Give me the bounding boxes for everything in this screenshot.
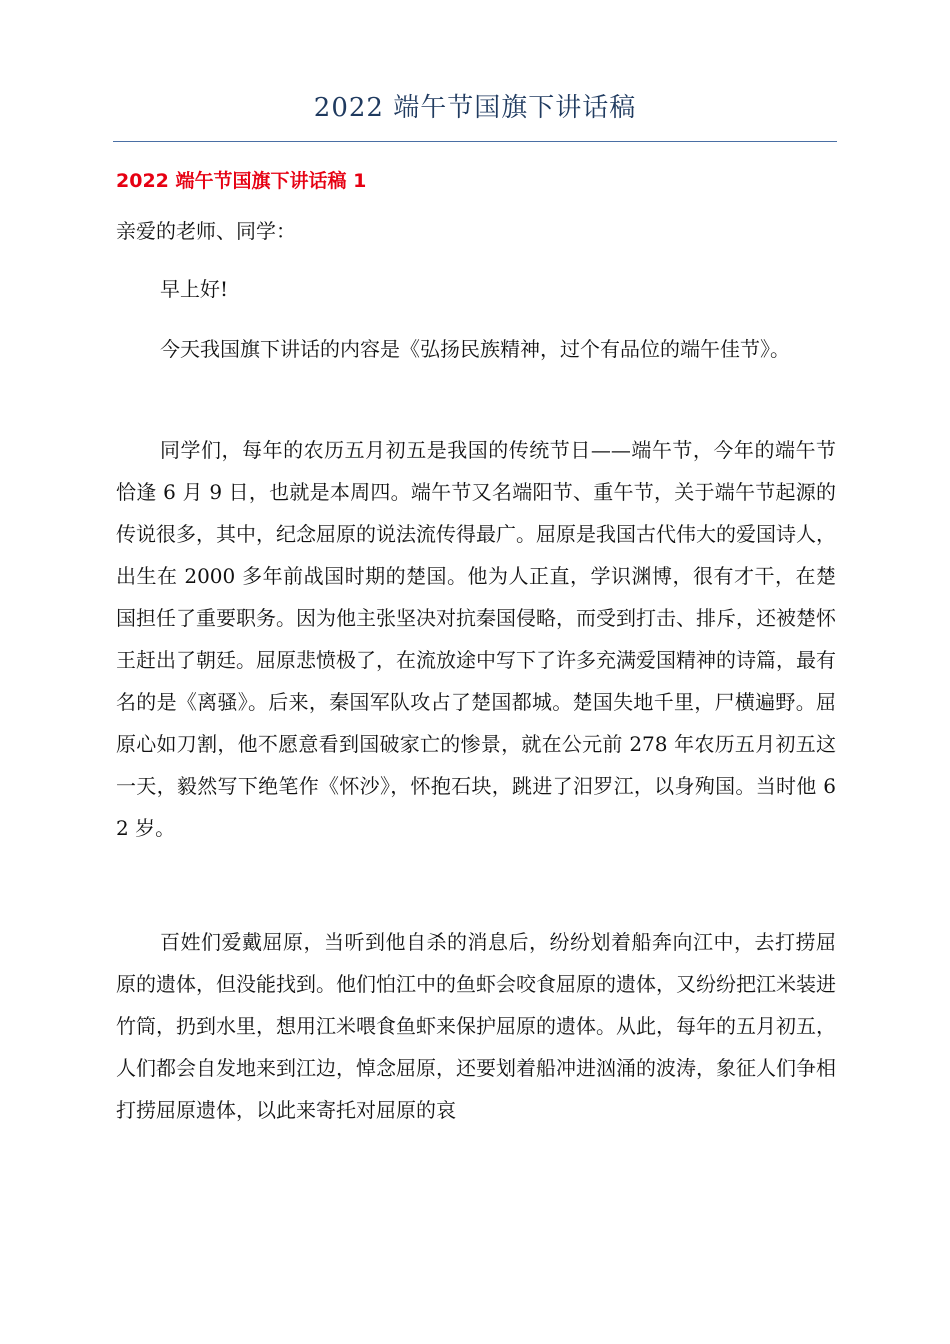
salutation: 亲爱的老师、同学： bbox=[116, 219, 296, 243]
section-heading: 2022 端午节国旗下讲话稿 1 bbox=[116, 170, 367, 192]
body-paragraph: 同学们，每年的农历五月初五是我国的传统节日——端午节，今年的端午节恰逢 6 月 9 日，也就是本周四。端午节又名端阳节、重午节，关于端午节起源的传说很多，其中，纪念屈原的说法流传得最广。屈原是我国古代伟大的爱国诗人，出生在 2000 多年前战国时期的楚国。他为人正直，学识渊博，很有才干，在楚国担任了重要职务。因为他主张坚决对抗秦国侵略，而受到打击、排斥，还被楚怀王赶出了朝廷。屈原悲愤极了，在流放途中写下了许多充满爱国精神的诗篇，最有名的是《离骚》。后来，秦国军队攻占了楚国都城。楚国失地千里，尸横遍野。屈原心如刀割，他不愿意看到国破家亡的惨景，就在公元前 278 年农历五月初五这一天，毅然写下绝笔作《怀沙》，怀抱石块，跳进了汨罗江，以身殉国。当时他 62 岁。 bbox=[116, 438, 836, 840]
document-title: 2022 端午节国旗下讲话稿 bbox=[313, 93, 637, 123]
greeting: 早上好! bbox=[160, 277, 229, 301]
body-paragraph: 百姓们爱戴屈原，当听到他自杀的消息后，纷纷划着船奔向江中，去打捞屈原的遗体，但没能找到。他们怕江中的鱼虾会咬食屈原的遗体，又纷纷把江米装进竹筒，扔到水里，想用江米喂食鱼虾来保护屈原的遗体。从此，每年的五月初五，人们都会自发地来到江边，悼念屈原，还要划着船冲进汹涌的波涛，象征人们争相打捞屈原遗体，以此来寄托对屈原的哀 bbox=[116, 930, 836, 1122]
title-divider bbox=[113, 141, 837, 142]
body-paragraph: 今天我国旗下讲话的内容是《弘扬民族精神，过个有品位的端午佳节》。 bbox=[160, 337, 790, 361]
